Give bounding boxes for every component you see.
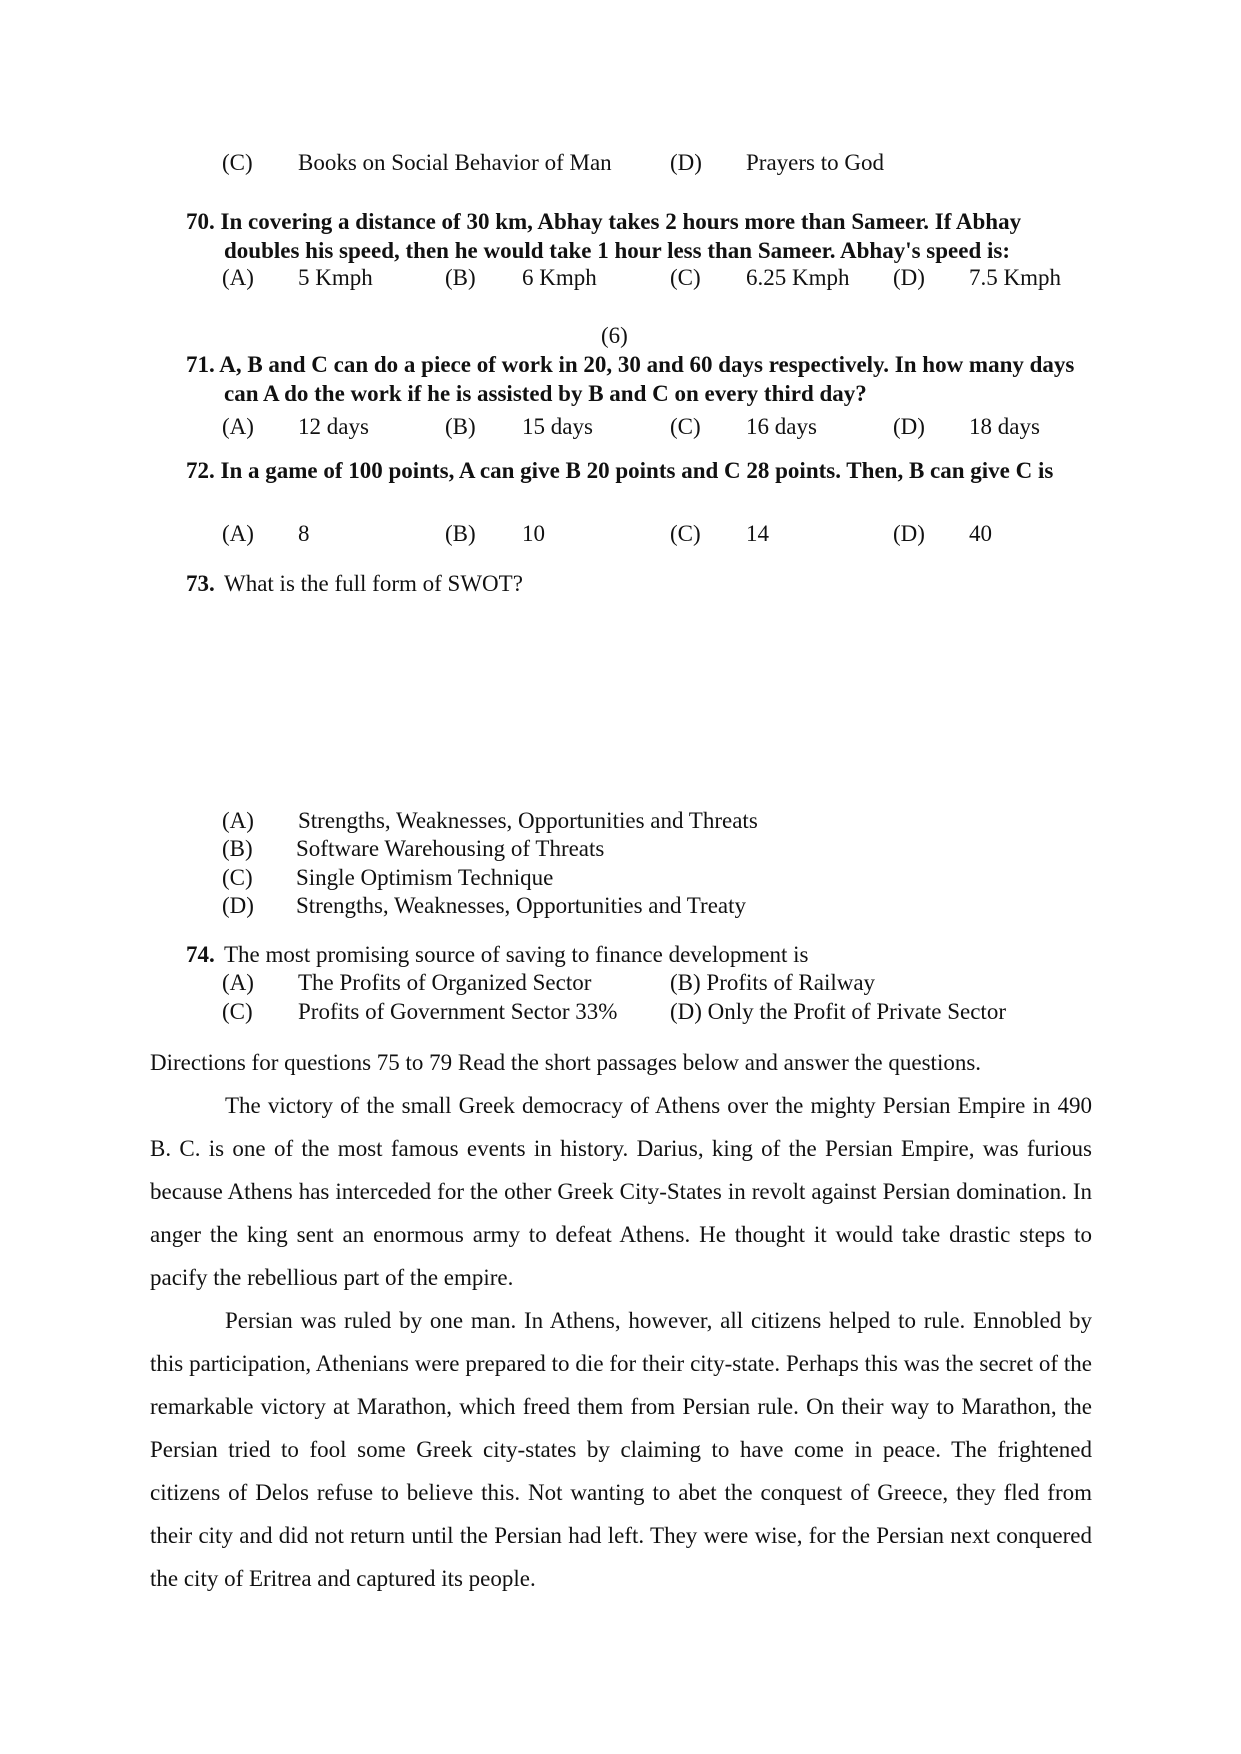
q74-number: 74. (186, 942, 215, 967)
page-number: (6) (601, 323, 628, 348)
q73-number: 73. (186, 571, 215, 596)
directions-text: Directions for questions 75 to 79 Read the short passages below and answer the questions. (150, 1050, 982, 1075)
q72-text: In a game of 100 points, A can give B 20 points and C 28 points. Then, B can give C is (220, 458, 1054, 483)
q74-option-d-text: (D) Only the Profit of Private Sector (670, 999, 1006, 1024)
q73-option-a-text: Strengths, Weaknesses, Opportunities and Threats (298, 808, 758, 833)
q72-option-c-text: 14 (746, 521, 769, 546)
q73-option-b-label: (B) (222, 836, 253, 861)
q73-option-a-label: (A) (222, 808, 254, 833)
q71-option-d-label: (D) (893, 414, 925, 439)
q71-option-c-text: 16 days (746, 414, 817, 439)
q72-option-b-text: 10 (522, 521, 545, 546)
q70-number: 70. (186, 209, 215, 234)
question-70 (186, 208, 1086, 265)
q71-option-b-label: (B) (445, 414, 476, 439)
q70-option-d-label: (D) (893, 265, 925, 290)
q73-option-d-text: Strengths, Weaknesses, Opportunities and Treaty (296, 893, 747, 918)
question-71 (186, 351, 1086, 408)
q72-option-b-label: (B) (445, 521, 476, 546)
q72-option-d-label: (D) (893, 521, 925, 546)
q74-option-a-label: (A) (222, 970, 254, 995)
q73-option-c-label: (C) (222, 865, 253, 890)
q69-option-c-text: Books on Social Behavior of Man (298, 150, 612, 175)
passage-paragraph-2: Persian was ruled by one man. In Athens, however, all citizens helped to rule. Ennobled by this participation, Athenians were prepared to die for their city-state. Perhaps this was the secret of the remarkable victory at Marathon, which freed them from Persian rule. On their way to Marathon, the Persian tried to fool some Greek city-states by claiming to have come in peace. The frightened citizens of Delos refuse to believe this. Not wanting to abet the conquest of Greece, they fled from their city and did not return until the Persian had left. They were wise, for the Persian next conquered the city of Eritrea and captured its people. (150, 1308, 1092, 1591)
q74-option-a-text: The Profits of Organized Sector (298, 970, 592, 995)
q70-option-c-text: 6.25 Kmph (746, 265, 850, 290)
q69-option-d-text: Prayers to God (746, 150, 884, 175)
q73-text: What is the full form of SWOT? (224, 571, 523, 596)
q69-option-d-label: (D) (670, 150, 702, 175)
q71-option-a-text: 12 days (298, 414, 369, 439)
q70-option-b-text: 6 Kmph (522, 265, 597, 290)
q74-text: The most promising source of saving to finance development is (224, 942, 809, 967)
q70-text: In covering a distance of 30 km, Abhay takes 2 hours more than Sameer. If Abhay doubles his speed, then he would take 1 hour less than Sameer. Abhay's speed is: (220, 209, 1022, 263)
reading-passage (150, 1084, 1092, 1600)
q71-option-a-label: (A) (222, 414, 254, 439)
q70-option-d-text: 7.5 Kmph (969, 265, 1061, 290)
q72-number: 72. (186, 458, 215, 483)
q72-option-a-label: (A) (222, 521, 254, 546)
q70-option-a-text: 5 Kmph (298, 265, 373, 290)
q74-option-b-text: (B) Profits of Railway (670, 970, 876, 995)
q71-number: 71. (186, 352, 215, 377)
question-72 (186, 457, 1086, 486)
q70-option-b-label: (B) (445, 265, 476, 290)
q71-option-b-text: 15 days (522, 414, 593, 439)
q71-option-d-text: 18 days (969, 414, 1040, 439)
q72-option-a-text: 8 (298, 521, 310, 546)
q73-option-d-label: (D) (222, 893, 254, 918)
q73-option-b-text: Software Warehousing of Threats (296, 836, 605, 861)
q74-option-c-text: Profits of Government Sector 33% (298, 999, 618, 1024)
q73-option-c-text: Single Optimism Technique (296, 865, 554, 890)
q72-option-d-text: 40 (969, 521, 992, 546)
passage-paragraph-1: The victory of the small Greek democracy of Athens over the mighty Persian Empire in 490 B. C. is one of the most famous events in history. Darius, king of the Persian Empire, was furious because Athens has interceded for the other Greek City-States in revolt against Persian domination. In anger the king sent an enormous army to defeat Athens. He thought it would take drastic steps to pacify the rebellious part of the empire. (150, 1093, 1092, 1290)
q70-option-a-label: (A) (222, 265, 254, 290)
q70-option-c-label: (C) (670, 265, 701, 290)
q74-option-c-label: (C) (222, 999, 253, 1024)
q71-text: A, B and C can do a piece of work in 20, 30 and 60 days respectively. In how many days can A do the work if he is assisted by B and C on every third day? (219, 352, 1075, 406)
q69-option-c-label: (C) (222, 150, 253, 175)
q71-option-c-label: (C) (670, 414, 701, 439)
q72-option-c-label: (C) (670, 521, 701, 546)
